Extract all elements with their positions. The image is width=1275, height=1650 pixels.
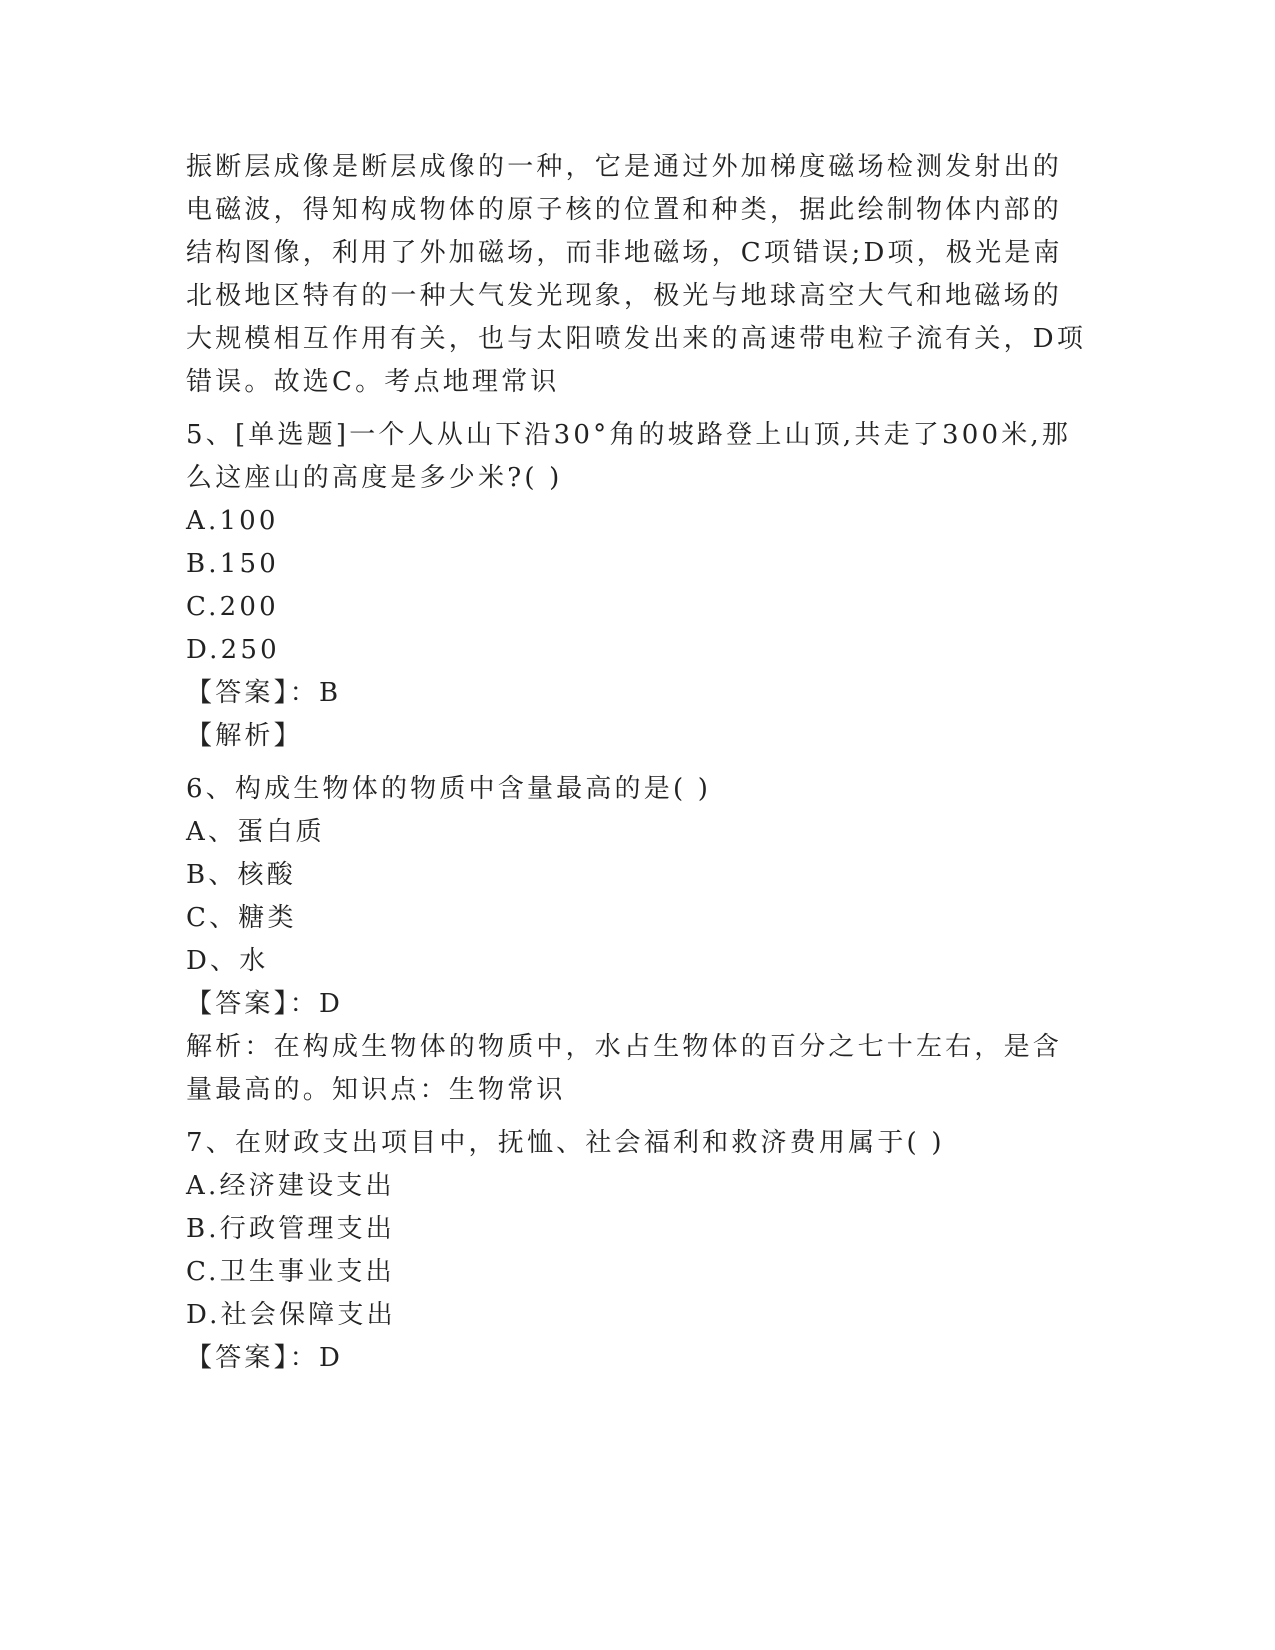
option-a: A.经济建设支出 bbox=[186, 1171, 395, 1201]
analysis-line: 量最高的。知识点：生物常识 bbox=[186, 1075, 566, 1105]
text-line: 电磁波，得知构成物体的原子核的位置和种类，据此绘制物体内部的 bbox=[186, 195, 1063, 225]
option-c: C、糖类 bbox=[186, 903, 297, 933]
question-stem: 么这座山的高度是多少米?( ) bbox=[186, 463, 563, 493]
analysis-label: 【解析】 bbox=[186, 721, 303, 751]
answer-line: 【答案】：B bbox=[186, 678, 342, 708]
text-line: 振断层成像是断层成像的一种，它是通过外加梯度磁场检测发射出的 bbox=[186, 152, 1063, 182]
option-d: D.社会保障支出 bbox=[186, 1300, 396, 1330]
text-line: 结构图像，利用了外加磁场，而非地磁场，C项错误;D项，极光是南 bbox=[186, 238, 1063, 268]
document-page bbox=[186, 146, 1086, 1380]
option-b: B.150 bbox=[186, 549, 279, 579]
question-6 bbox=[186, 768, 1086, 1112]
q4-analysis-continuation bbox=[186, 146, 1086, 404]
question-5 bbox=[186, 414, 1086, 758]
option-d: D.250 bbox=[186, 635, 280, 665]
option-d: D、水 bbox=[186, 946, 269, 976]
answer-line: 【答案】：D bbox=[186, 1343, 344, 1373]
question-stem: 5、[单选题]一个人从山下沿30°角的坡路登上山顶,共走了300米,那 bbox=[186, 420, 1072, 450]
answer-line: 【答案】：D bbox=[186, 989, 344, 1019]
text-line: 北极地区特有的一种大气发光现象，极光与地球高空大气和地磁场的 bbox=[186, 281, 1063, 311]
question-stem: 7、在财政支出项目中，抚恤、社会福利和救济费用属于( ) bbox=[186, 1128, 945, 1158]
option-b: B、核酸 bbox=[186, 860, 296, 890]
option-c: C.200 bbox=[186, 592, 279, 622]
option-b: B.行政管理支出 bbox=[186, 1214, 395, 1244]
option-a: A.100 bbox=[186, 506, 279, 536]
analysis-line: 解析：在构成生物体的物质中，水占生物体的百分之七十左右，是含 bbox=[186, 1032, 1063, 1062]
text-line: 错误。故选C。考点地理常识 bbox=[186, 367, 560, 397]
question-stem: 6、构成生物体的物质中含量最高的是( ) bbox=[186, 774, 712, 804]
option-a: A、蛋白质 bbox=[186, 817, 325, 847]
option-c: C.卫生事业支出 bbox=[186, 1257, 395, 1287]
text-line: 大规模相互作用有关，也与太阳喷发出来的高速带电粒子流有关，D项 bbox=[186, 324, 1087, 354]
question-7 bbox=[186, 1122, 1086, 1380]
